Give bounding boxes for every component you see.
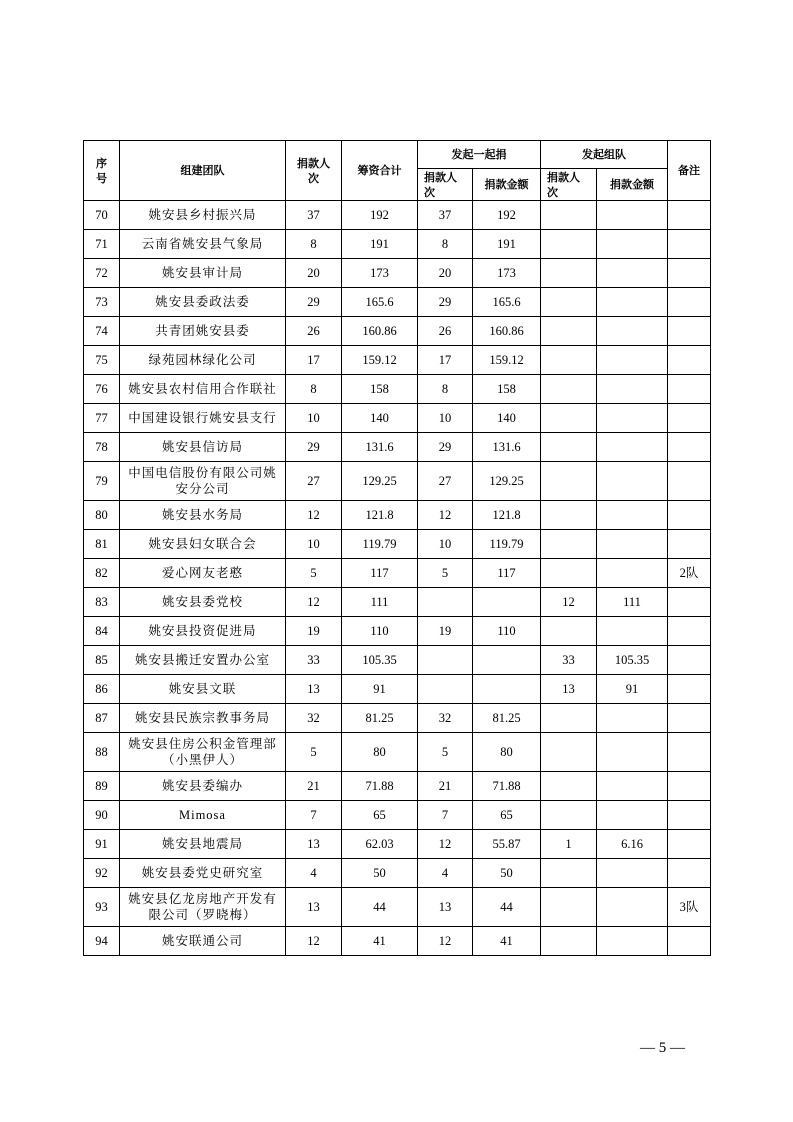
- cell-together-donors: 5: [418, 559, 473, 588]
- cell-total: 140: [342, 404, 418, 433]
- cell-seq: 75: [84, 346, 120, 375]
- cell-together-amount: 158: [473, 375, 541, 404]
- cell-together-amount: 192: [473, 201, 541, 230]
- page-number: — 5 —: [640, 1040, 685, 1056]
- cell-seq: 94: [84, 927, 120, 956]
- cell-team-amount: [597, 559, 668, 588]
- cell-note: [668, 346, 711, 375]
- cell-team: 姚安县审计局: [120, 259, 286, 288]
- cell-total: 129.25: [342, 462, 418, 501]
- table-row: [84, 675, 711, 704]
- table-row: [84, 375, 711, 404]
- cell-seq: 91: [84, 830, 120, 859]
- cell-seq: 80: [84, 501, 120, 530]
- cell-together-amount: 55.87: [473, 830, 541, 859]
- cell-team-amount: [597, 201, 668, 230]
- table-row: [84, 646, 711, 675]
- cell-total: 121.8: [342, 501, 418, 530]
- cell-team-amount: 105.35: [597, 646, 668, 675]
- cell-donors: 13: [286, 675, 342, 704]
- cell-total: 160.86: [342, 317, 418, 346]
- cell-team-amount: 6.16: [597, 830, 668, 859]
- cell-team-donors: 12: [541, 588, 597, 617]
- cell-team-donors: [541, 317, 597, 346]
- cell-team-donors: [541, 346, 597, 375]
- cell-together-donors: [418, 646, 473, 675]
- cell-note: [668, 404, 711, 433]
- cell-team: 姚安县妇女联合会: [120, 530, 286, 559]
- cell-team-amount: 91: [597, 675, 668, 704]
- cell-team-donors: [541, 559, 597, 588]
- cell-team: 姚安县搬迁安置办公室: [120, 646, 286, 675]
- cell-together-amount: 173: [473, 259, 541, 288]
- cell-donors: 29: [286, 433, 342, 462]
- table-row: [84, 346, 711, 375]
- cell-donors: 21: [286, 772, 342, 801]
- cell-seq: 77: [84, 404, 120, 433]
- cell-donors: 20: [286, 259, 342, 288]
- cell-team-amount: [597, 501, 668, 530]
- cell-donors: 37: [286, 201, 342, 230]
- cell-seq: 89: [84, 772, 120, 801]
- cell-note: [668, 617, 711, 646]
- header-together-amount: 捐款金额: [473, 169, 541, 201]
- cell-team-amount: 111: [597, 588, 668, 617]
- cell-seq: 86: [84, 675, 120, 704]
- cell-note: [668, 375, 711, 404]
- table-row: [84, 259, 711, 288]
- cell-total: 71.88: [342, 772, 418, 801]
- cell-team: 姚安县委党校: [120, 588, 286, 617]
- cell-together-donors: [418, 675, 473, 704]
- cell-team: 姚安联通公司: [120, 927, 286, 956]
- cell-together-donors: 13: [418, 888, 473, 927]
- cell-team-donors: [541, 375, 597, 404]
- cell-team-donors: [541, 530, 597, 559]
- cell-together-amount: [473, 588, 541, 617]
- cell-team-amount: [597, 230, 668, 259]
- cell-together-amount: 80: [473, 733, 541, 772]
- cell-total: 80: [342, 733, 418, 772]
- cell-together-donors: 7: [418, 801, 473, 830]
- cell-team-amount: [597, 288, 668, 317]
- table-row: [84, 859, 711, 888]
- cell-team-donors: 13: [541, 675, 597, 704]
- cell-together-amount: 191: [473, 230, 541, 259]
- cell-donors: 17: [286, 346, 342, 375]
- cell-together-amount: 81.25: [473, 704, 541, 733]
- cell-total: 44: [342, 888, 418, 927]
- cell-donors: 29: [286, 288, 342, 317]
- cell-team-donors: [541, 859, 597, 888]
- cell-seq: 74: [84, 317, 120, 346]
- cell-team-donors: [541, 801, 597, 830]
- table-row: [84, 772, 711, 801]
- cell-team-amount: [597, 927, 668, 956]
- cell-team: 姚安县民族宗教事务局: [120, 704, 286, 733]
- cell-together-amount: 41: [473, 927, 541, 956]
- cell-together-donors: 37: [418, 201, 473, 230]
- cell-team-amount: [597, 704, 668, 733]
- cell-note: [668, 317, 711, 346]
- cell-seq: 73: [84, 288, 120, 317]
- cell-note: [668, 675, 711, 704]
- cell-together-donors: 20: [418, 259, 473, 288]
- cell-total: 192: [342, 201, 418, 230]
- table-row: [84, 617, 711, 646]
- table-row: [84, 530, 711, 559]
- table-row: [84, 501, 711, 530]
- cell-together-donors: 12: [418, 501, 473, 530]
- table-row: [84, 927, 711, 956]
- cell-team-donors: 1: [541, 830, 597, 859]
- table-row: [84, 588, 711, 617]
- table-row: [84, 801, 711, 830]
- table-body: [84, 201, 711, 956]
- cell-together-amount: 50: [473, 859, 541, 888]
- table-row: [84, 830, 711, 859]
- cell-team-donors: [541, 888, 597, 927]
- header-team: 组建团队: [120, 141, 286, 201]
- table-row: [84, 733, 711, 772]
- cell-seq: 78: [84, 433, 120, 462]
- cell-together-donors: 32: [418, 704, 473, 733]
- header-note: 备注: [668, 141, 711, 201]
- cell-total: 165.6: [342, 288, 418, 317]
- cell-donors: 4: [286, 859, 342, 888]
- cell-team-amount: [597, 462, 668, 501]
- cell-team-donors: [541, 433, 597, 462]
- cell-donors: 13: [286, 830, 342, 859]
- cell-donors: 12: [286, 501, 342, 530]
- cell-seq: 79: [84, 462, 120, 501]
- header-total: 筹资合计: [342, 141, 418, 201]
- cell-note: [668, 288, 711, 317]
- cell-team-amount: [597, 888, 668, 927]
- cell-team: 中国电信股份有限公司姚安分公司: [120, 462, 286, 501]
- cell-note: 3队: [668, 888, 711, 927]
- cell-total: 41: [342, 927, 418, 956]
- cell-together-amount: 71.88: [473, 772, 541, 801]
- cell-team-amount: [597, 772, 668, 801]
- cell-donors: 27: [286, 462, 342, 501]
- donation-table: [83, 140, 711, 956]
- cell-together-donors: 4: [418, 859, 473, 888]
- cell-team-amount: [597, 433, 668, 462]
- cell-team-amount: [597, 617, 668, 646]
- cell-note: [668, 588, 711, 617]
- cell-team: Mimosa: [120, 801, 286, 830]
- cell-team-amount: [597, 346, 668, 375]
- cell-note: [668, 704, 711, 733]
- cell-team: 姚安县水务局: [120, 501, 286, 530]
- cell-donors: 8: [286, 375, 342, 404]
- cell-team-amount: [597, 317, 668, 346]
- cell-team: 姚安县投资促进局: [120, 617, 286, 646]
- header-team-amount: 捐款金额: [597, 169, 668, 201]
- cell-total: 105.35: [342, 646, 418, 675]
- cell-team-amount: [597, 259, 668, 288]
- cell-together-donors: 12: [418, 830, 473, 859]
- table-row: [84, 230, 711, 259]
- cell-team-donors: [541, 733, 597, 772]
- table-row: [84, 404, 711, 433]
- cell-total: 111: [342, 588, 418, 617]
- cell-donors: 19: [286, 617, 342, 646]
- cell-team-donors: [541, 230, 597, 259]
- cell-seq: 70: [84, 201, 120, 230]
- cell-team: 姚安县信访局: [120, 433, 286, 462]
- cell-together-amount: 140: [473, 404, 541, 433]
- cell-together-amount: 44: [473, 888, 541, 927]
- cell-seq: 85: [84, 646, 120, 675]
- cell-donors: 13: [286, 888, 342, 927]
- cell-team: 姚安县住房公积金管理部（小黑伊人）: [120, 733, 286, 772]
- cell-together-donors: 5: [418, 733, 473, 772]
- cell-team: 姚安县文联: [120, 675, 286, 704]
- cell-seq: 88: [84, 733, 120, 772]
- cell-donors: 7: [286, 801, 342, 830]
- cell-team: 姚安县地震局: [120, 830, 286, 859]
- header-initiate-team: 发起组队: [541, 141, 668, 169]
- table-row: [84, 462, 711, 501]
- cell-together-amount: 65: [473, 801, 541, 830]
- cell-note: [668, 530, 711, 559]
- cell-seq: 87: [84, 704, 120, 733]
- cell-team-donors: [541, 772, 597, 801]
- cell-total: 117: [342, 559, 418, 588]
- cell-total: 159.12: [342, 346, 418, 375]
- cell-note: [668, 501, 711, 530]
- cell-total: 50: [342, 859, 418, 888]
- cell-team: 共青团姚安县委: [120, 317, 286, 346]
- cell-together-amount: 110: [473, 617, 541, 646]
- cell-together-donors: 26: [418, 317, 473, 346]
- cell-note: [668, 801, 711, 830]
- cell-together-amount: 119.79: [473, 530, 541, 559]
- cell-team: 爱心网友老憨: [120, 559, 286, 588]
- cell-total: 81.25: [342, 704, 418, 733]
- cell-together-donors: 29: [418, 433, 473, 462]
- cell-together-amount: 121.8: [473, 501, 541, 530]
- cell-seq: 82: [84, 559, 120, 588]
- cell-note: [668, 259, 711, 288]
- cell-donors: 26: [286, 317, 342, 346]
- cell-team: 姚安县乡村振兴局: [120, 201, 286, 230]
- header-seq: 序号: [84, 141, 120, 201]
- cell-donors: 5: [286, 733, 342, 772]
- cell-team-amount: [597, 733, 668, 772]
- cell-together-amount: 165.6: [473, 288, 541, 317]
- cell-team-donors: [541, 462, 597, 501]
- cell-donors: 33: [286, 646, 342, 675]
- cell-total: 191: [342, 230, 418, 259]
- cell-seq: 83: [84, 588, 120, 617]
- cell-team-donors: [541, 404, 597, 433]
- cell-together-amount: 129.25: [473, 462, 541, 501]
- cell-note: [668, 201, 711, 230]
- cell-team-amount: [597, 375, 668, 404]
- cell-team-amount: [597, 530, 668, 559]
- cell-note: [668, 230, 711, 259]
- cell-team: 姚安县农村信用合作联社: [120, 375, 286, 404]
- cell-seq: 93: [84, 888, 120, 927]
- cell-team-donors: [541, 704, 597, 733]
- cell-note: [668, 830, 711, 859]
- cell-team-donors: [541, 259, 597, 288]
- cell-together-donors: 8: [418, 375, 473, 404]
- cell-donors: 5: [286, 559, 342, 588]
- cell-together-donors: 27: [418, 462, 473, 501]
- cell-donors: 10: [286, 404, 342, 433]
- cell-team-donors: 33: [541, 646, 597, 675]
- cell-total: 62.03: [342, 830, 418, 859]
- cell-donors: 10: [286, 530, 342, 559]
- header-together-donors: 捐款人次: [418, 169, 473, 201]
- cell-note: [668, 859, 711, 888]
- cell-donors: 12: [286, 927, 342, 956]
- cell-note: 2队: [668, 559, 711, 588]
- cell-team-amount: [597, 859, 668, 888]
- cell-note: [668, 927, 711, 956]
- cell-total: 119.79: [342, 530, 418, 559]
- cell-seq: 84: [84, 617, 120, 646]
- cell-note: [668, 772, 711, 801]
- table-row: [84, 433, 711, 462]
- cell-together-donors: 17: [418, 346, 473, 375]
- cell-total: 65: [342, 801, 418, 830]
- cell-team-amount: [597, 801, 668, 830]
- cell-team: 姚安县委编办: [120, 772, 286, 801]
- cell-together-amount: 159.12: [473, 346, 541, 375]
- cell-together-donors: 10: [418, 404, 473, 433]
- cell-team-donors: [541, 501, 597, 530]
- cell-team: 姚安县委党史研究室: [120, 859, 286, 888]
- cell-total: 131.6: [342, 433, 418, 462]
- table-row: [84, 288, 711, 317]
- cell-together-amount: 117: [473, 559, 541, 588]
- cell-team-amount: [597, 404, 668, 433]
- cell-team-donors: [541, 617, 597, 646]
- cell-team: 绿苑园林绿化公司: [120, 346, 286, 375]
- table-row: [84, 317, 711, 346]
- table-row: [84, 704, 711, 733]
- cell-donors: 8: [286, 230, 342, 259]
- cell-together-donors: 10: [418, 530, 473, 559]
- cell-team-donors: [541, 288, 597, 317]
- cell-together-amount: [473, 675, 541, 704]
- table-row: [84, 201, 711, 230]
- cell-total: 173: [342, 259, 418, 288]
- cell-donors: 12: [286, 588, 342, 617]
- cell-seq: 76: [84, 375, 120, 404]
- cell-total: 110: [342, 617, 418, 646]
- cell-team: 姚安县亿龙房地产开发有限公司（罗晓梅）: [120, 888, 286, 927]
- cell-together-donors: 21: [418, 772, 473, 801]
- cell-team: 中国建设银行姚安县支行: [120, 404, 286, 433]
- cell-team: 云南省姚安县气象局: [120, 230, 286, 259]
- cell-together-donors: 29: [418, 288, 473, 317]
- cell-together-donors: [418, 588, 473, 617]
- cell-seq: 71: [84, 230, 120, 259]
- header-initiate-together: 发起一起捐: [418, 141, 541, 169]
- cell-team-donors: [541, 201, 597, 230]
- cell-together-amount: 160.86: [473, 317, 541, 346]
- cell-together-amount: [473, 646, 541, 675]
- cell-seq: 92: [84, 859, 120, 888]
- cell-donors: 32: [286, 704, 342, 733]
- table-row: [84, 559, 711, 588]
- cell-together-donors: 19: [418, 617, 473, 646]
- cell-together-donors: 8: [418, 230, 473, 259]
- cell-total: 91: [342, 675, 418, 704]
- cell-together-donors: 12: [418, 927, 473, 956]
- cell-team: 姚安县委政法委: [120, 288, 286, 317]
- cell-note: [668, 646, 711, 675]
- cell-seq: 81: [84, 530, 120, 559]
- cell-total: 158: [342, 375, 418, 404]
- header-team-donors: 捐款人次: [541, 169, 597, 201]
- cell-seq: 90: [84, 801, 120, 830]
- header-donors: 捐款人次: [286, 141, 342, 201]
- cell-seq: 72: [84, 259, 120, 288]
- cell-note: [668, 433, 711, 462]
- cell-together-amount: 131.6: [473, 433, 541, 462]
- cell-note: [668, 462, 711, 501]
- cell-note: [668, 733, 711, 772]
- cell-team-donors: [541, 927, 597, 956]
- table-row: [84, 888, 711, 927]
